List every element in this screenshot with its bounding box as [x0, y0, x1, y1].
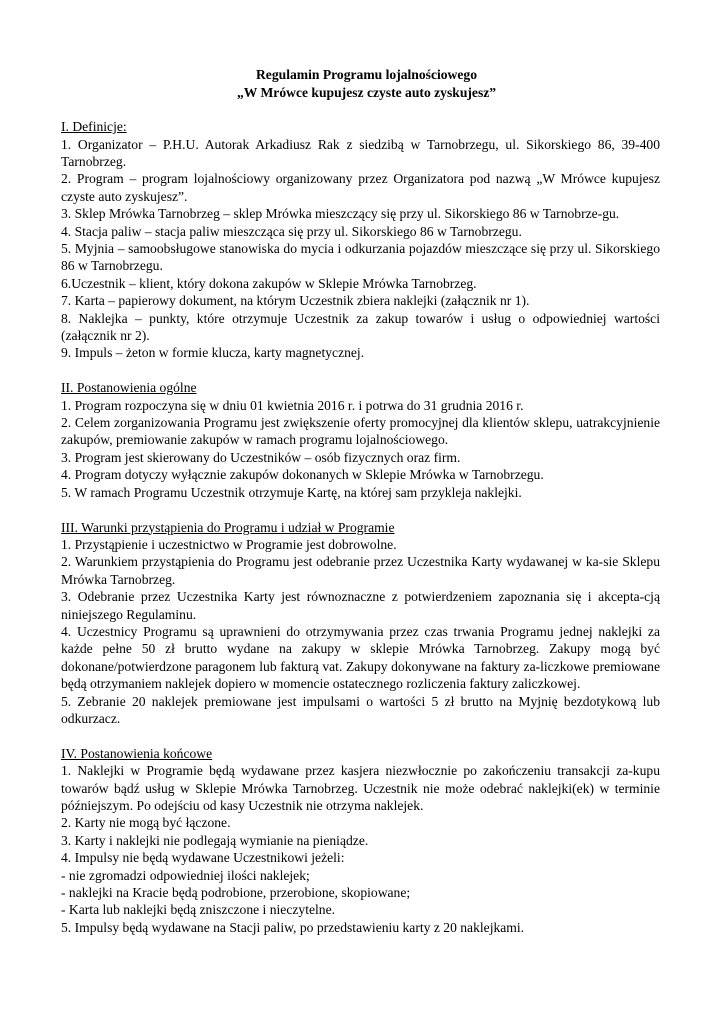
list-item: 1. Program rozpoczyna się w dniu 01 kwietnia 2016 r. i potrwa do 31 grudnia 2016 r. — [61, 397, 524, 413]
list-item: 8. Naklejka – punkty, które otrzymuje Uczestnik za zakup towarów i usług o odpowiedniej wartości (załącznik nr 2). — [61, 310, 660, 344]
list-item: 3. Karty i naklejki nie podlegają wymianie na pieniądze. — [61, 832, 369, 848]
section-heading: III. Warunki przystąpienia do Programu i udział w Programie — [61, 519, 395, 535]
section-heading: II. Postanowienia ogólne — [61, 380, 197, 396]
list-item: - naklejki na Kracie będą podrobione, przerobione, skopiowane; — [61, 885, 411, 901]
list-item: 4. Impulsy nie będą wydawane Uczestnikowi jeżeli: — [61, 850, 345, 866]
list-item: 1. Organizator – P.H.U. Autorak Arkadiusz Rak z siedzibą w Tarnobrzegu, ul. Sikorskiego 86, 39-400 Tarnobrzeg. — [61, 136, 660, 169]
list-item: - Karta lub naklejki będą zniszczone i nieczytelne. — [61, 902, 336, 918]
list-item: 2. Celem zorganizowania Programu jest zwiększenie oferty promocyjnej dla klientów sklepu, uatrakcyjnienie zakupów, premiowanie zakupów w ramach programu lojalnościowego. — [61, 415, 660, 448]
document-title — [61, 66, 660, 101]
list-item: 4. Stacja paliw – stacja paliw mieszcząca się przy ul. Sikorskiego 86 w Tarnobrzegu. — [61, 223, 522, 239]
list-item: 1. Naklejki w Programie będą wydawane przez kasjera niezwłocznie po zakończeniu transakcji za-kupu towarów bądź usług w Sklepie Mrówka Tarnobrzeg. Uczestnik nie może odebrać naklejki(ek) w terminie późniejszym. Po odejściu od kasy Uczestnik nie otrzyma naklejek. — [61, 763, 660, 813]
list-item: - nie zgromadzi odpowiedniej ilości naklejek; — [61, 867, 310, 883]
section-final-provisions — [61, 745, 660, 936]
list-item: 3. Odebranie przez Uczestnika Karty jest równoznaczne z potwierdzeniem zapoznania się i akcepta-cją niniejszego Regulaminu. — [61, 589, 660, 622]
title-line-1: Regulamin Programu lojalnościowego — [255, 67, 477, 82]
list-item: 7. Karta – papierowy dokument, na którym Uczestnik zbiera naklejki (załącznik nr 1). — [61, 293, 530, 309]
list-item: 9. Impuls – żeton w formie klucza, karty magnetycznej. — [61, 345, 365, 361]
list-item: 5. W ramach Programu Uczestnik otrzymuje Kartę, na której sam przykleja naklejki. — [61, 484, 522, 500]
title-line-2: „W Mrówce kupujesz czyste auto zyskujesz” — [236, 84, 497, 100]
list-item: 3. Program jest skierowany do Uczestników – osób fizycznych oraz firm. — [61, 449, 461, 465]
list-item: 4. Program dotyczy wyłącznie zakupów dokonanych w Sklepie Mrówka w Tarnobrzegu. — [61, 467, 544, 483]
list-item: 2. Karty nie mogą być łączone. — [61, 815, 231, 831]
list-item: 2. Program – program lojalnościowy organizowany przez Organizatora pod nazwą „W Mrówce kupujesz czyste auto zyskujesz”. — [61, 171, 660, 204]
section-heading: I. Definicje: — [61, 119, 127, 135]
section-definitions — [61, 118, 660, 362]
section-participation-conditions — [61, 519, 660, 728]
section-heading: IV. Postanowienia końcowe — [61, 745, 213, 761]
list-item: 1. Przystąpienie i uczestnictwo w Programie jest dobrowolne. — [61, 536, 397, 552]
list-item: 3. Sklep Mrówka Tarnobrzeg – sklep Mrówka mieszczący się przy ul. Sikorskiego 86 w Tarnobrze-gu. — [61, 206, 620, 222]
section-general-provisions — [61, 379, 660, 501]
list-item: 6.Uczestnik – klient, który dokona zakupów w Sklepie Mrówka Tarnobrzeg. — [61, 275, 477, 291]
list-item: 5. Impulsy będą wydawane na Stacji paliw, po przedstawieniu karty z 20 naklejkami. — [61, 919, 525, 935]
list-item: 4. Uczestnicy Programu są uprawnieni do otrzymywania przez czas trwania Programu jednej naklejki za każde pełne 50 zł brutto wydane na zakupy w sklepie Mrówka Tarnobrzeg. Zakupy mogą być dokonane/potwierdzone paragonem lub fakturą vat. Zakupy dokonywane na faktury za-liczkowe premiowane będą otrzymaniem naklejek dopiero w momencie ostatecznego rozliczenia faktury zaliczkowej. — [61, 623, 660, 692]
list-item: 2. Warunkiem przystąpienia do Programu jest odebranie przez Uczestnika Karty wydawanej w ka-sie Sklepu Mrówka Tarnobrzeg. — [61, 554, 660, 587]
list-item: 5. Zebranie 20 naklejek premiowane jest impulsami o wartości 5 zł brutto na Myjnię bezdotykową lub odkurzacz. — [61, 693, 660, 726]
list-item: 5. Myjnia – samoobsługowe stanowiska do mycia i odkurzania pojazdów mieszczące się przy ul. Sikorskiego 86 w Tarnobrzegu. — [61, 241, 660, 274]
